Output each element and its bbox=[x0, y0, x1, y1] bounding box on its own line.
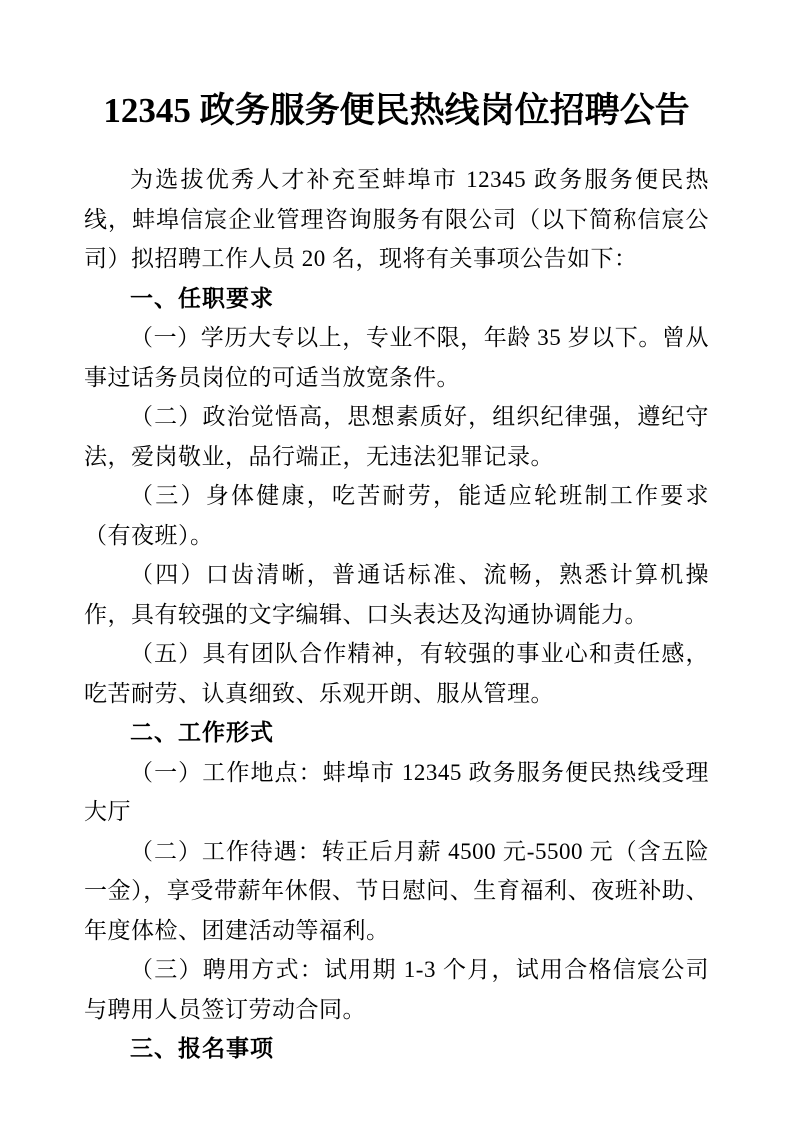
section-heading-registration: 三、报名事项 bbox=[130, 1035, 274, 1061]
work-form-item-3: （三）聘用方式：试用期 1-3 个月，试用合格信宸公司与聘用人员签订劳动合同。 bbox=[84, 957, 709, 1022]
document-title: 12345 政务服务便民热线岗位招聘公告 bbox=[103, 91, 690, 130]
section-heading-requirements: 一、任职要求 bbox=[130, 284, 274, 311]
requirement-item-1: （一）学历大专以上，专业不限，年龄 35 岁以下。曾从事过话务员岗位的可适当放宽条件。 bbox=[84, 325, 709, 390]
intro-paragraph: 为选拔优秀人才补充至蚌埠市 12345 政务服务便民热线，蚌埠信宸企业管理咨询服务有限公司（以下简称信宸公司）拟招聘工作人员 20 名，现将有关事项公告如下： bbox=[84, 167, 709, 271]
work-form-item-2: （二）工作待遇：转正后月薪 4500 元-5500 元（含五险一金），享受带薪年休假、节日慰问、生育福利、夜班补助、年度体检、团建活动等福利。 bbox=[84, 838, 709, 943]
section-heading-work-form: 二、工作形式 bbox=[130, 719, 274, 745]
requirement-item-4: （四）口齿清晰，普通话标准、流畅，熟悉计算机操作，具有较强的文字编辑、口头表达及沟通协调能力。 bbox=[84, 562, 709, 627]
work-form-item-1: （一）工作地点：蚌埠市 12345 政务服务便民热线受理大厅 bbox=[84, 759, 709, 824]
requirement-item-2: （二）政治觉悟高，思想素质好，组织纪律强，遵纪守法，爱岗敬业，品行端正，无违法犯罪记录。 bbox=[84, 404, 709, 469]
requirement-item-5: （五）具有团队合作精神，有较强的事业心和责任感，吃苦耐劳、认真细致、乐观开朗、服从管理。 bbox=[84, 641, 709, 706]
requirement-item-3: （三）身体健康，吃苦耐劳，能适应轮班制工作要求（有夜班）。 bbox=[84, 483, 709, 548]
